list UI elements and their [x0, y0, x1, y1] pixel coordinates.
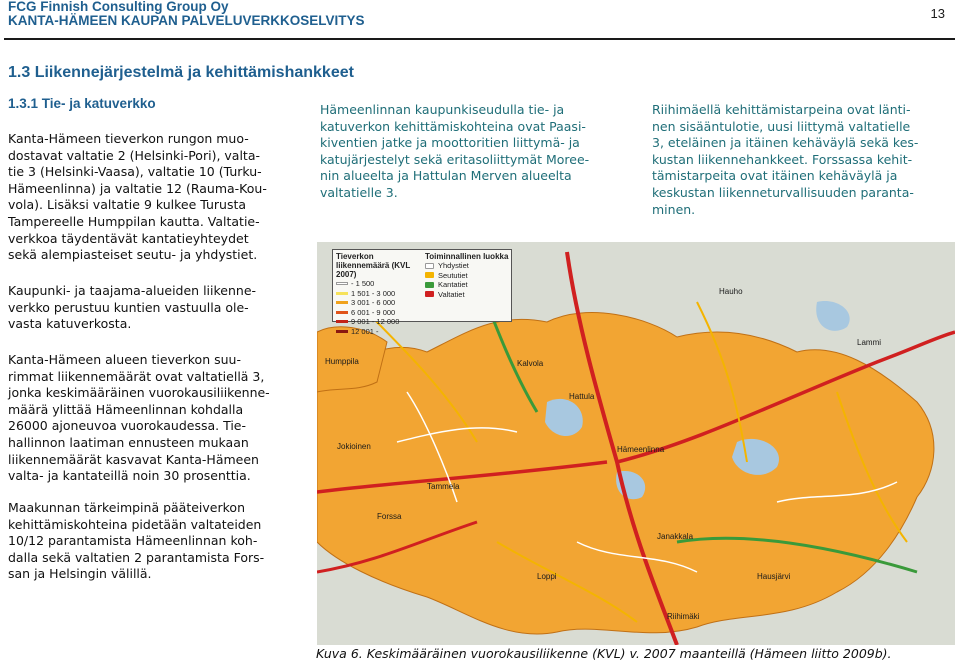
page-number: 13	[930, 6, 945, 21]
subsection-title: 1.3.1 Tie- ja katuverkko	[8, 96, 156, 111]
legend-band	[336, 279, 418, 289]
legend-band-label: 6 001 - 9 000	[351, 307, 396, 317]
map-legend	[332, 249, 512, 336]
left-paragraph-1: Kanta-Hämeen tieverkon rungon muo- dostavat valtatie 2 (Helsinki-Pori), valta- tie 3 (Helsinki-Vaasa), valtatie 10 (Turku- Hämeenlinna) ja valtatie 12 (Rauma-Kou- vola). Lisäksi valtatie 9 kulkee Turusta Tampereelle Humppilan kautta. Valtatie- verkkoa täydentävät kantatieyhteydet sekä alempiasteiset seutu- ja yhdystiet.	[8, 131, 267, 263]
place-label-tammela: Tammela	[427, 482, 460, 491]
left-paragraph-2: Kaupunki- ja taajama-alueiden liikenne- verkko perustuu kuntien vastuulla ole- vasta katuverkosta.	[8, 283, 257, 332]
figure-caption: Kuva 6. Keskimääräinen vuorokausiliikenne (KVL) v. 2007 maanteillä (Hämeen liitto 2009b).	[316, 646, 892, 661]
legend-class-label: Seututiet	[438, 270, 468, 280]
place-label-loppi: Loppi	[537, 572, 557, 581]
swatch	[425, 263, 434, 269]
place-label-hauho: Hauho	[719, 287, 743, 296]
middle-paragraph: Hämeenlinnan kaupunkiseudulla tie- ja katuverkon kehittämiskohteina ovat Paasi- kiventien jatke ja moottoritien liittymä- ja katujärjestelyt sekä eritasoliittymät Moree- nin alueelta ja Hattulan Merven alueelta valtatielle 3.	[320, 102, 590, 200]
left-paragraph-4: Maakunnan tärkeimpinä pääteiverkon kehittämiskohteina pidetään valtateiden 10/12 parantamista Hämeenlinnan koh- dalla sekä valtatien 2 parantamista Fors- san ja Helsingin välillä.	[8, 500, 265, 582]
legend-class	[425, 290, 509, 300]
legend-band	[336, 308, 418, 318]
document-header	[8, 0, 365, 28]
place-label-janakkala: Janakkala	[657, 532, 694, 541]
legend-class-label: Kantatiet	[438, 280, 468, 290]
right-paragraph: Riihimäellä kehittämistarpeina ovat länti- nen sisääntulotie, uusi liittymä valtatielle 3, eteläinen ja itäinen kehäväylä sekä kes- kustan liikennehankkeet. Forssassa kehit- tämistarpeita ovat itäinen kehäväylä ja keskustan liikenneturvallisuuden paranta- minen.	[652, 102, 919, 217]
swatch	[336, 301, 348, 304]
legend-band-label: 1 501 - 3 000	[351, 288, 396, 298]
swatch	[336, 320, 348, 323]
legend-class-title: Toiminnallinen luokka	[425, 252, 509, 261]
legend-traffic-title: Tieverkon liikennemäärä (KVL 2007)	[336, 252, 411, 279]
left-paragraph-3: Kanta-Hämeen alueen tieverkon suu- rimmat liikennemäärät ovat valtatiellä 3, jonka keskimääräinen vuorokausiliikenne- määrä ylittää Hämeenlinnan kohdalla 26000 ajoneuvoa vuorokaudessa. Tie- hallinnon laatiman ennusteen mukaan liikennemäärät kasvavat Kanta-Hämeen valta- ja kantateillä noin 30 prosenttia.	[8, 352, 270, 484]
place-label-humppila: Humppila	[325, 357, 359, 366]
swatch	[425, 291, 434, 297]
legend-class	[425, 280, 509, 290]
place-label-hausjarvi: Hausjärvi	[757, 572, 791, 581]
header-report-title: KANTA-HÄMEEN KAUPAN PALVELUVERKKOSELVITYS	[8, 13, 365, 28]
lake	[816, 301, 849, 331]
swatch	[425, 272, 434, 278]
place-label-lammi: Lammi	[857, 338, 882, 347]
legend-class-label: Yhdystiet	[438, 261, 469, 271]
place-label-hattula: Hattula	[569, 392, 595, 401]
place-label-hameenlinna: Hämeenlinna	[617, 445, 665, 454]
legend-band-label: - 1 500	[351, 279, 375, 289]
header-company: FCG Finnish Consulting Group Oy	[8, 0, 229, 14]
legend-band-label: 3 001 - 6 000	[351, 298, 396, 308]
header-divider	[4, 38, 955, 40]
swatch	[336, 292, 348, 295]
legend-traffic-volume	[336, 252, 418, 336]
legend-class	[425, 271, 509, 281]
legend-band	[336, 289, 418, 299]
legend-band-label: 12 001 -	[351, 326, 379, 336]
swatch	[425, 282, 434, 288]
section-title: 1.3 Liikennejärjestelmä ja kehittämishankkeet	[8, 64, 354, 81]
legend-band	[336, 327, 418, 337]
place-label-forssa: Forssa	[377, 512, 402, 521]
legend-band	[336, 317, 418, 327]
place-label-jokioinen: Jokioinen	[337, 442, 371, 451]
legend-class	[425, 261, 509, 271]
place-label-kalvola: Kalvola	[517, 359, 544, 368]
swatch	[336, 330, 348, 333]
swatch	[336, 311, 348, 314]
legend-band-label: 9 001 - 12 000	[351, 317, 400, 327]
legend-class-label: Valtatiet	[438, 289, 465, 299]
legend-band	[336, 298, 418, 308]
swatch	[336, 282, 348, 285]
place-label-riihimaki: Riihimäki	[667, 612, 700, 621]
legend-functional-class	[425, 252, 509, 299]
